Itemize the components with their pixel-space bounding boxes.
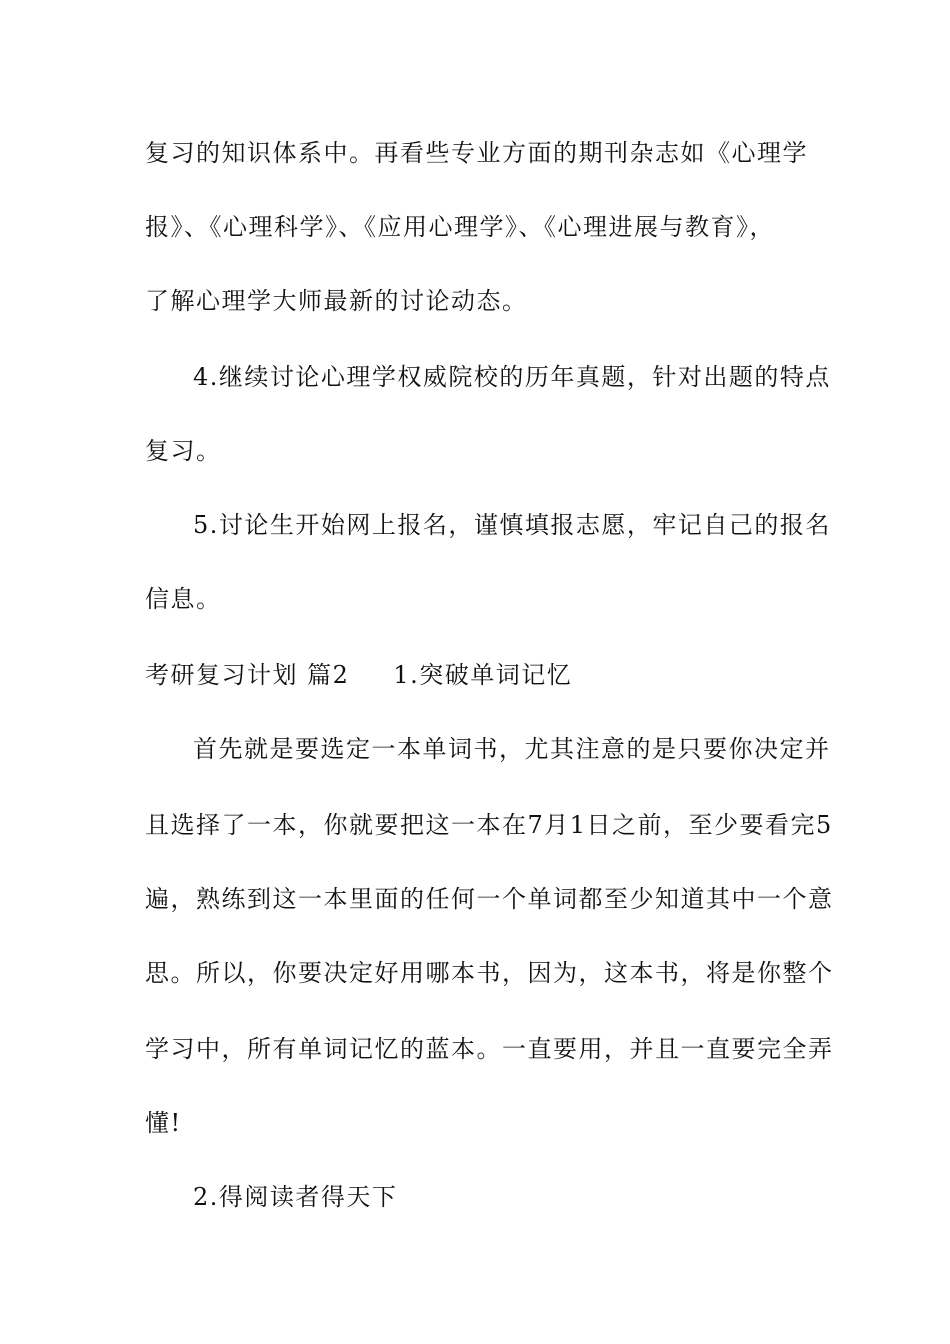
paragraph-line: 思。所以，你要决定好用哪本书，因为，这本书，将是你整个 bbox=[145, 959, 834, 987]
section-first-item: 1.突破单词记忆 bbox=[393, 661, 573, 689]
section-heading bbox=[145, 660, 825, 690]
paragraph-line: 且选择了一本，你就要把这一本在7月1日之前，至少要看完5 bbox=[145, 811, 833, 839]
paragraph-line: 信息。 bbox=[145, 585, 222, 613]
paragraph-line: 首先就是要选定一本单词书，尤其注意的是只要你决定并 bbox=[193, 735, 831, 763]
paragraph-line: 了解心理学大师最新的讨论动态。 bbox=[145, 287, 528, 315]
list-item-5: 5.讨论生开始网上报名，谨慎填报志愿，牢记自己的报名 bbox=[193, 511, 831, 539]
paragraph-line: 复习。 bbox=[145, 437, 222, 465]
paragraph-line: 学习中，所有单词记忆的蓝本。一直要用，并且一直要完全弄 bbox=[145, 1035, 834, 1063]
paragraph-line: 遍，熟练到这一本里面的任何一个单词都至少知道其中一个意 bbox=[145, 885, 834, 913]
paragraph-line: 复习的知识体系中。再看些专业方面的期刊杂志如《心理学 bbox=[145, 139, 808, 167]
list-item-4: 4.继续讨论心理学权威院校的历年真题，针对出题的特点 bbox=[193, 363, 831, 391]
paragraph-line: 报》、《心理科学》、《应用心理学》、《心理进展与教育》， bbox=[145, 213, 775, 241]
section-title: 考研复习计划 篇2 bbox=[145, 661, 350, 689]
list-item-2: 2.得阅读者得天下 bbox=[193, 1183, 398, 1211]
paragraph-line: 懂! bbox=[145, 1109, 182, 1137]
